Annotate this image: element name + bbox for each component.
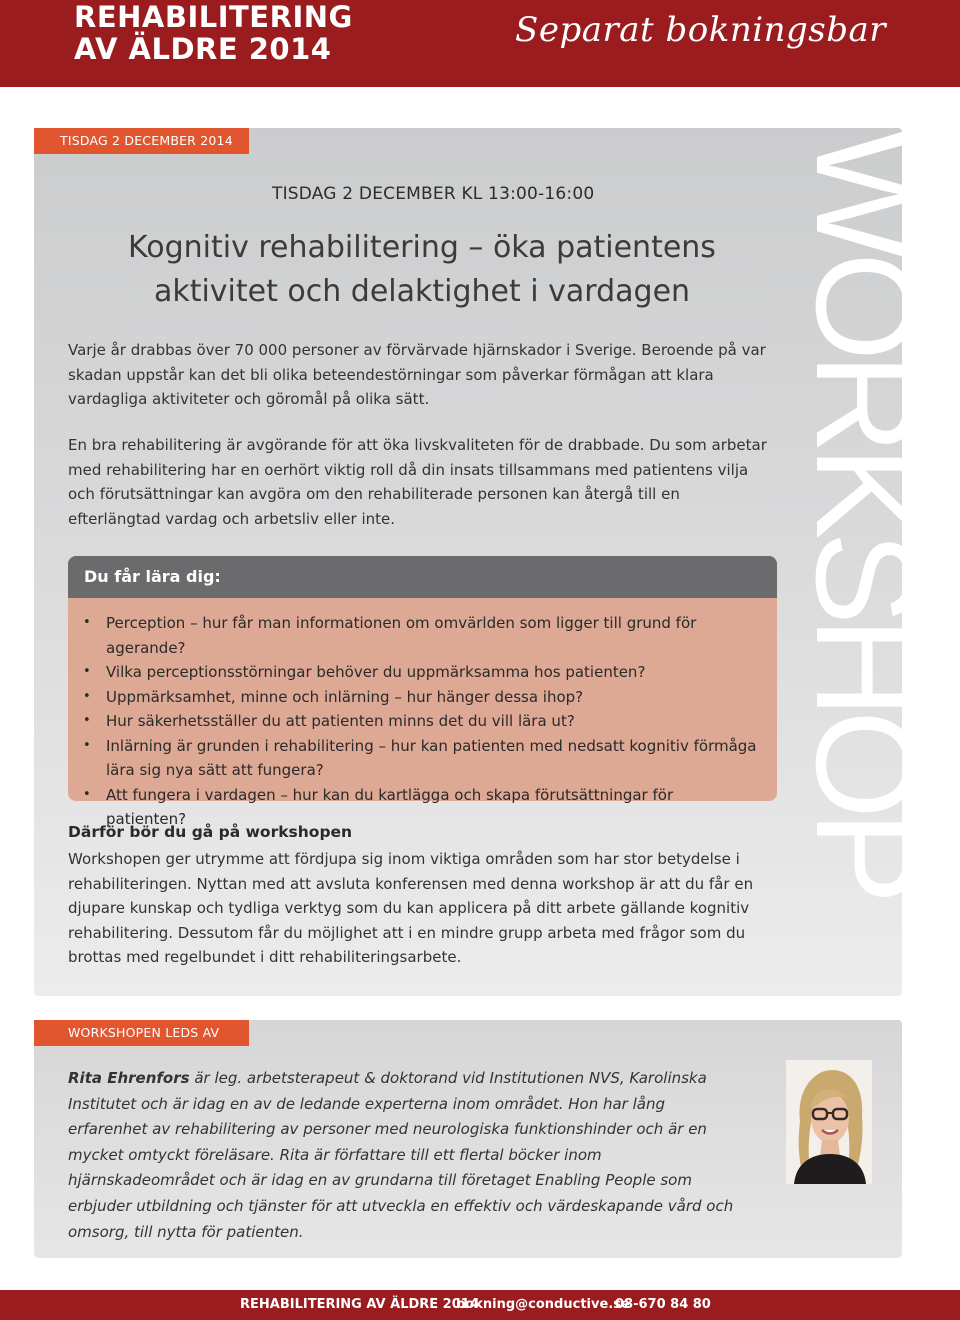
leader-bio <box>68 1066 748 1245</box>
leader-name: Rita Ehrenfors <box>68 1069 190 1087</box>
learn-item: • Vilka perceptionsstörningar behöver du uppmärksamma hos patienten? <box>106 660 757 685</box>
learn-heading: Du får lära dig: <box>68 556 777 598</box>
session-time: TISDAG 2 DECEMBER KL 13:00-16:00 <box>272 184 595 204</box>
leader-photo <box>786 1060 872 1184</box>
page-footer <box>0 1290 960 1320</box>
event-title <box>74 1 353 65</box>
learn-item: • Uppmärksamhet, minne och inlärning – hur hänger dessa ihop? <box>106 685 757 710</box>
portrait-image <box>786 1060 872 1184</box>
session-title-line1: Kognitiv rehabilitering – öka patientens <box>128 230 716 265</box>
footer-email[interactable]: bokning@conductive.se <box>456 1297 630 1312</box>
page-header <box>0 0 960 87</box>
event-title-line2: AV ÄLDRE 2014 <box>74 32 332 66</box>
learn-item: • Inlärning är grunden i rehabilitering – hur kan patienten med nedsatt kognitiv förmåga lära sig nya sätt att fungera? <box>106 734 757 783</box>
learn-item: • Hur säkerhetsställer du att patienten minns det du vill lära ut? <box>106 709 757 734</box>
why-heading: Därför bör du gå på workshopen <box>68 823 353 841</box>
date-tab: TISDAG 2 DECEMBER 2014 <box>34 128 249 154</box>
workshop-watermark <box>787 128 944 897</box>
learn-item: • Perception – hur får man informationen om omvärlden som ligger till grund för agerande? <box>106 611 757 660</box>
event-title-line1: REHABILITERING <box>74 0 353 34</box>
session-title <box>68 226 776 314</box>
footer-phone: 08-670 84 80 <box>615 1297 711 1312</box>
leader-tab: WORKSHOPEN LEDS AV <box>34 1020 249 1046</box>
footer-event: REHABILITERING AV ÄLDRE 2014 <box>240 1297 479 1312</box>
intro-paragraph-2: En bra rehabilitering är avgörande för att öka livskvaliteten för de drabbade. Du som arbetar med rehabilitering har en oerhört viktig roll då din insats tillsammans med patientens vilja och förutsättningar kan avgöra om den rehabiliterade personen kan återgå till en efterlängtad vardag och arbetsliv eller inte. <box>68 436 767 528</box>
booking-tagline: Separat bokningsbar <box>515 10 886 50</box>
session-title-line2: aktivitet och delaktighet i vardagen <box>153 274 691 309</box>
leader-bio-text: är leg. arbetsterapeut & doktorand vid Institutionen NVS, Karolinska Institutet och är idag en av de ledande experterna inom området. Hon har lång erfarenhet av rehabilitering av personer med neurologiska funktionshinder och är en mycket omtyckt föreläsare. Rita är författare till ett flertal böcker inom hjärnskadeområdet och är idag en av grundarna till företaget Enabling People som erbjuder utbildning och tjänster för att utveckla en effektiv och värdeskapande vård och omsorg, till nytta för patienten. <box>68 1069 734 1241</box>
intro-paragraph-1: Varje år drabbas över 70 000 personer av förvärvade hjärnskador i Sverige. Beroende på var skadan uppstår kan det bli olika beteendestörningar som påverkar förmågan att klara vardagliga aktiviteter och göromål på olika sätt. <box>68 341 766 408</box>
learn-box <box>68 598 777 828</box>
learn-item: • Att fungera i vardagen – hur kan du kartlägga och skapa förutsättningar för patienten? <box>106 783 757 832</box>
learn-list <box>106 611 757 832</box>
why-paragraph: Workshopen ger utrymme att fördjupa sig inom viktiga områden som har stor betydelse i rehabiliteringen. Nyttan med att avsluta konferensen med denna workshop är att du får en djupare kunskap och tydliga verktyg som du kan applicera på ditt arbete gällande kognitiv rehabilitering. Dessutom får du möjlighet att i en mindre grupp arbeta med frågor som du brottas med regelbundet i ditt rehabiliteringsarbete. <box>68 850 754 966</box>
watermark-text: WORKSHOP <box>787 128 944 897</box>
